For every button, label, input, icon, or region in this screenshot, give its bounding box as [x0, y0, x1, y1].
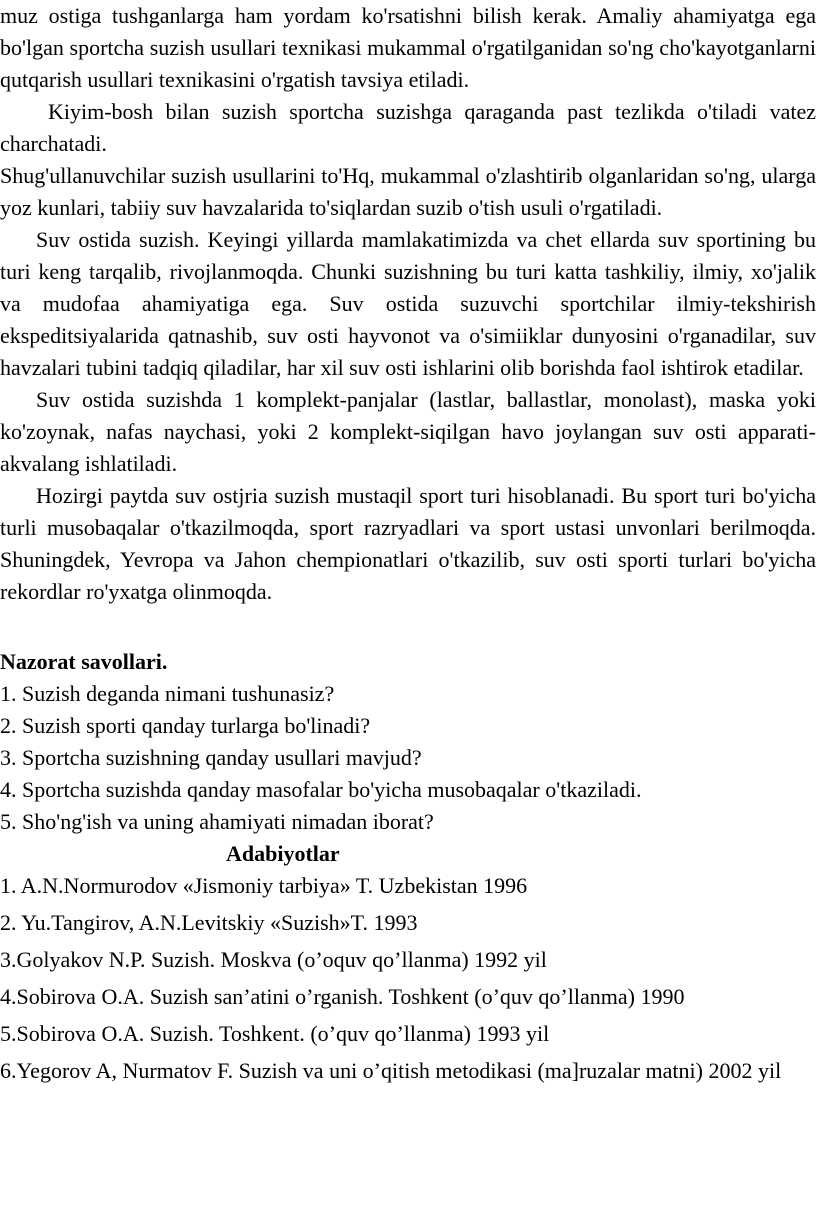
- question-item: 1. Suzish deganda nimani tushunasiz?: [0, 681, 335, 706]
- reference-item: 2. Yu.Tangirov, A.N.Levitskiy «Suzish»T. 1993: [0, 910, 418, 935]
- reference-item: 3.Golyakov N.P. Suzish. Moskva (o’oquv qo’llanma) 1992 yil: [0, 947, 547, 972]
- questions-list: [0, 678, 816, 838]
- paragraph-5: Suv ostida suzishda 1 komplekt-panjalar (lastlar, ballastlar, monolast), maska yoki ko'zoynak, nafas naychasi, yoki 2 komplekt-siqilgan havo joylangan suv osti apparati-akvalang ishlatiladi.: [0, 387, 816, 476]
- reference-item: 6.Yegorov A, Nurmatov F. Suzish va uni o’qitish metodikasi (ma]ruzalar matni) 2002 yil: [0, 1058, 782, 1083]
- paragraph-6: Hozirgi paytda suv ostjria suzish mustaqil sport turi hisoblanadi. Bu sport turi bo'yicha turli musobaqalar o'tkazilmoqda, sport razryadlari va sport ustasi unvonlari berilmoqda. Shuningdek, Yevropa va Jahon chempionatlari o'tkazilib, suv osti sporti turlari bo'yicha rekordlar ro'yxatga olinmoqda.: [0, 483, 816, 604]
- paragraph-1: muz ostiga tushganlarga ham yordam ko'rsatishni bilish kerak. Amaliy ahamiyatga ega bo'lgan sportcha suzish usullari texnikasi mukammal o'rgatilganidan so'ng cho'kayotganlarni qutqarish usullari texnikasini o'rgatish tavsiya etiladi.: [0, 3, 816, 92]
- question-item: 4. Sportcha suzishda qanday masofalar bo'yicha musobaqalar o'tkaziladi.: [0, 777, 642, 802]
- question-item: 3. Sportcha suzishning qanday usullari mavjud?: [0, 745, 422, 770]
- questions-heading: Nazorat savollari.: [0, 649, 168, 674]
- paragraph-2: Kiyim-bosh bilan suzish sportcha suzishga qaraganda past tezlikda o'tiladi vatez charchatadi.: [0, 99, 816, 156]
- question-item: 5. Sho'ng'ish va uning ahamiyati nimadan iborat?: [0, 809, 434, 834]
- reference-item: 4.Sobirova O.A. Suzish san’atini o’rganish. Toshkent (o’quv qo’llanma) 1990: [0, 984, 685, 1009]
- references-heading: Adabiyotlar: [226, 841, 340, 866]
- section-spacer: [0, 608, 816, 646]
- question-item: 2. Suzish sporti qanday turlarga bo'linadi?: [0, 713, 371, 738]
- reference-item: 5.Sobirova O.A. Suzish. Toshkent. (o’quv qo’llanma) 1993 yil: [0, 1021, 550, 1046]
- paragraph-3: Shug'ullanuvchilar suzish usullarini to'Hq, mukammal o'zlashtirib olganlaridan so'ng, ularga yoz kunlari, tabiiy suv havzalarida to'siqlardan suzib o'tish usuli o'rgatiladi.: [0, 163, 816, 220]
- reference-item: 1. A.N.Normurodov «Jismoniy tarbiya» T. Uzbekistan 1996: [0, 873, 528, 898]
- references-list: [0, 870, 816, 1087]
- paragraph-4: Suv ostida suzish. Keyingi yillarda mamlakatimizda va chet ellarda suv sportining bu turi keng tarqalib, rivojlanmoqda. Chunki suzishning bu turi katta tashkiliy, ilmiy, xo'jalik va mudofaa ahamiyatiga ega. Suv ostida suzuvchi sportchilar ilmiy-tekshirish ekspeditsiyalarida qatnashib, suv osti hayvonot va o'simiiklar dunyosini o'rganadilar, suv havzalari tubini tadqiq qiladilar, har xil suv osti ishlarini olib borishda faol ishtirok etadilar.: [0, 227, 816, 380]
